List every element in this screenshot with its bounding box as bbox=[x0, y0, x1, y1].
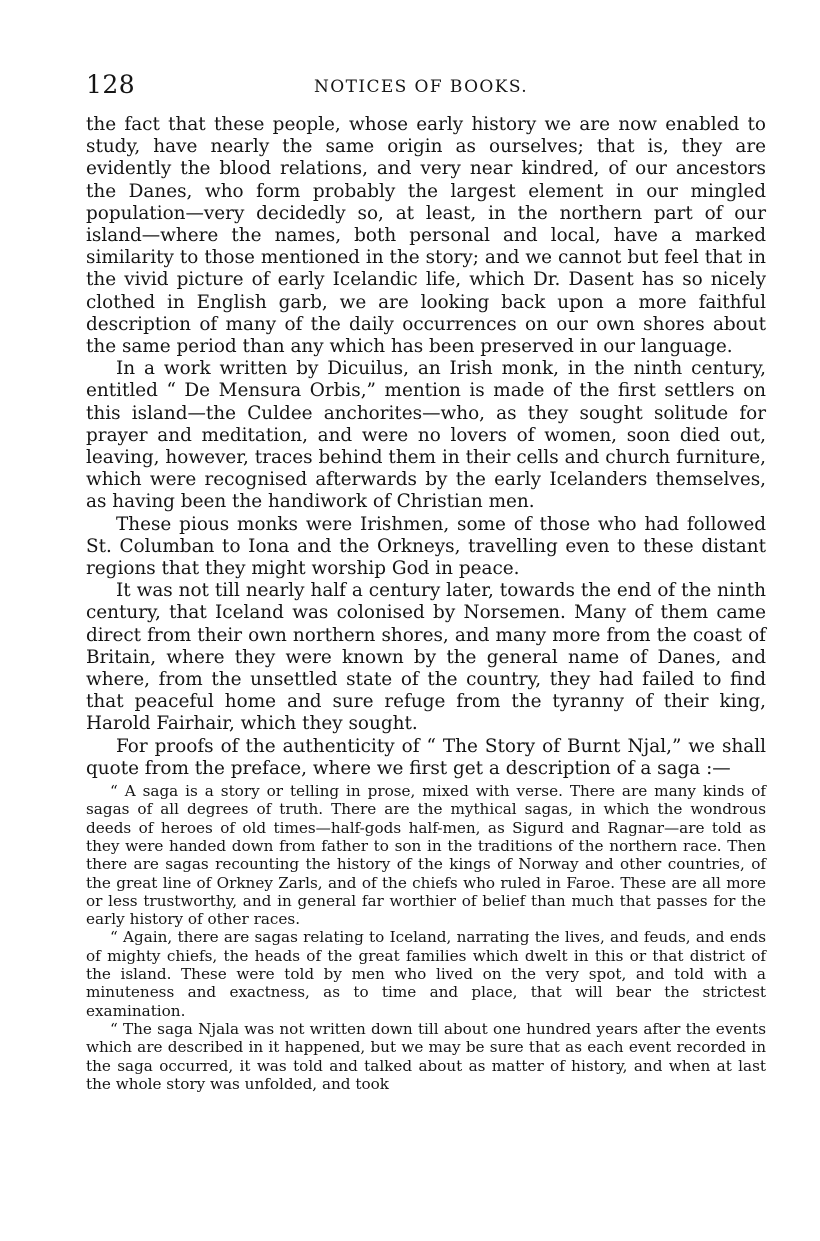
quote-paragraph-njala: “ The saga Njala was not written down till about one hundred years after the events which are described in it happened, but we may be sure that as each event recorded in the saga occurred, it was told and talked about as matter of history, and when at last the whole story was unfolded, and took bbox=[86, 1019, 766, 1093]
main-text bbox=[86, 114, 766, 780]
page-number: 128 bbox=[86, 70, 136, 99]
book-page bbox=[86, 70, 766, 1093]
quote-paragraph-saga-definition: “ A saga is a story or telling in prose, mixed with verse. There are many kinds of sagas of all degrees of truth. There are the mythical sagas, in which the wondrous deeds of heroes of old times—half-gods half-men, as Sigurd and Ragnar—are told as they were handed down from father to son in the traditions of the northern race. Then there are sagas recounting the history of the kings of Norway and other countries, of the great line of Orkney Zarls, and of the chiefs who ruled in Faroe. These are all more or less trustworthy, and in general far worthier of belief than much that passes for the early history of other races. bbox=[86, 782, 766, 929]
running-head: NOTICES OF BOOKS. bbox=[314, 77, 529, 97]
paragraph-norse-colonisation: It was not till nearly half a century later, towards the end of the ninth century, that Iceland was colonised by Norsemen. Many of them came direct from their own northern shores, and many more from the coast of Britain, where they were known by the general name of Danes, and where, from the unsettled state of the country, they had failed to find that peaceful home and sure refuge from the tyranny of their king, Harold Fairhair, which they sought. bbox=[86, 580, 766, 735]
paragraph-continued: the fact that these people, whose early history we are now enabled to study, have nearly the same origin as ourselves; that is, they are evidently the blood relations, and very near kindred, of our ancestors the Danes, who form probably the largest element in our mingled population—very decidedly so, at least, in the northern part of our island—where the names, both personal and local, have a marked similarity to those mentioned in the story; and we cannot but feel that in the vivid picture of early Icelandic life, which Dr. Dasent has so nicely clothed in English garb, we are looking back upon a more faithful description of many of the daily occurrences on our own shores about the same period than any which has been preserved in our language. bbox=[86, 114, 766, 358]
quote-paragraph-iceland-sagas: “ Again, there are sagas relating to Iceland, narrating the lives, and feuds, and ends of mighty chiefs, the heads of the great families which dwelt in this or that district of the island. These were told by men who lived on the very spot, and told with a minuteness and exactness, as to time and place, that will bear the strictest examination. bbox=[86, 928, 766, 1020]
block-quotation bbox=[86, 782, 766, 1093]
paragraph-irish-monks: These pious monks were Irishmen, some of those who had followed St. Columban to Iona and the Orkneys, travelling even to these distant regions that they might worship God in peace. bbox=[86, 513, 766, 580]
page-header bbox=[86, 70, 766, 110]
paragraph-authenticity: For proofs of the authenticity of “ The Story of Burnt Njal,” we shall quote from the preface, where we first get a description of a saga :— bbox=[86, 735, 766, 779]
paragraph-dicuilus: In a work written by Dicuilus, an Irish monk, in the ninth century, entitled “ De Mensura Orbis,” mention is made of the first settlers on this island—the Culdee anchorites—who, as they sought solitude for prayer and meditation, and were no lovers of women, soon died out, leaving, however, traces behind them in their cells and church furniture, which were recognised afterwards by the early Icelanders themselves, as having been the handiwork of Christian men. bbox=[86, 358, 766, 513]
